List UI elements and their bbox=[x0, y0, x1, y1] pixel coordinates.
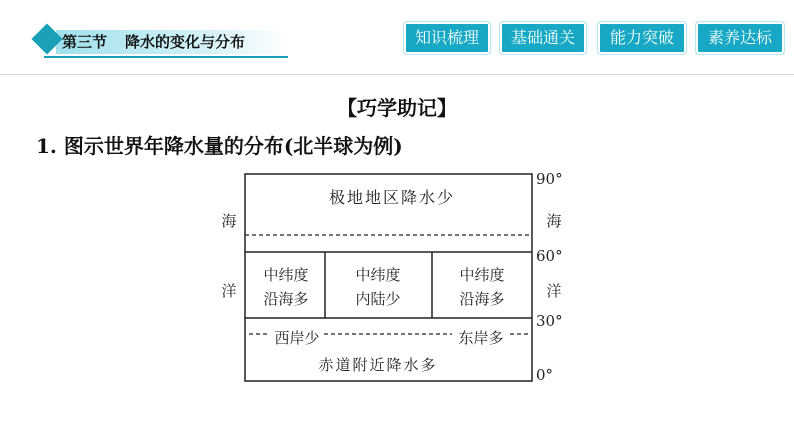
tip-title: 【巧学助记】 bbox=[337, 96, 457, 120]
label-west-coast: 西岸少 bbox=[274, 329, 320, 347]
section-number: 第三节 bbox=[62, 33, 108, 51]
section-name: 降水的变化与分布 bbox=[125, 33, 246, 51]
point-title: 1. 图示世界年降水量的分布(北半球为例) bbox=[36, 134, 403, 158]
label-mid-coast-right-2: 沿海多 bbox=[459, 290, 505, 308]
nav-button-ability[interactable]: 能力突破 bbox=[598, 22, 686, 54]
nav-button-knowledge[interactable]: 知识梳理 bbox=[404, 22, 490, 54]
label-mid-coast-right-1: 中纬度 bbox=[459, 266, 505, 284]
label-polar: 极地地区降水少 bbox=[328, 188, 456, 207]
label-mid-coast-left-1: 中纬度 bbox=[263, 266, 309, 284]
nav-button-basics[interactable]: 基础通关 bbox=[500, 22, 586, 54]
latitude-0: 0° bbox=[536, 366, 554, 384]
latitude-60: 60° bbox=[536, 247, 563, 265]
label-equator: 赤道附近降水多 bbox=[318, 356, 438, 374]
latitude-30: 30° bbox=[536, 312, 563, 330]
label-ocean-right-2: 洋 bbox=[546, 282, 562, 300]
label-east-coast: 东岸多 bbox=[458, 329, 504, 347]
label-ocean-left-1: 海 bbox=[221, 212, 237, 230]
label-ocean-right-1: 海 bbox=[546, 212, 562, 230]
nav-button-literacy[interactable]: 素养达标 bbox=[696, 22, 784, 54]
label-ocean-left-2: 洋 bbox=[221, 282, 237, 300]
label-mid-coast-left-2: 沿海多 bbox=[263, 290, 309, 308]
label-mid-inland-2: 内陆少 bbox=[355, 290, 401, 308]
latitude-90: 90° bbox=[536, 170, 563, 188]
label-mid-inland-1: 中纬度 bbox=[355, 266, 401, 284]
